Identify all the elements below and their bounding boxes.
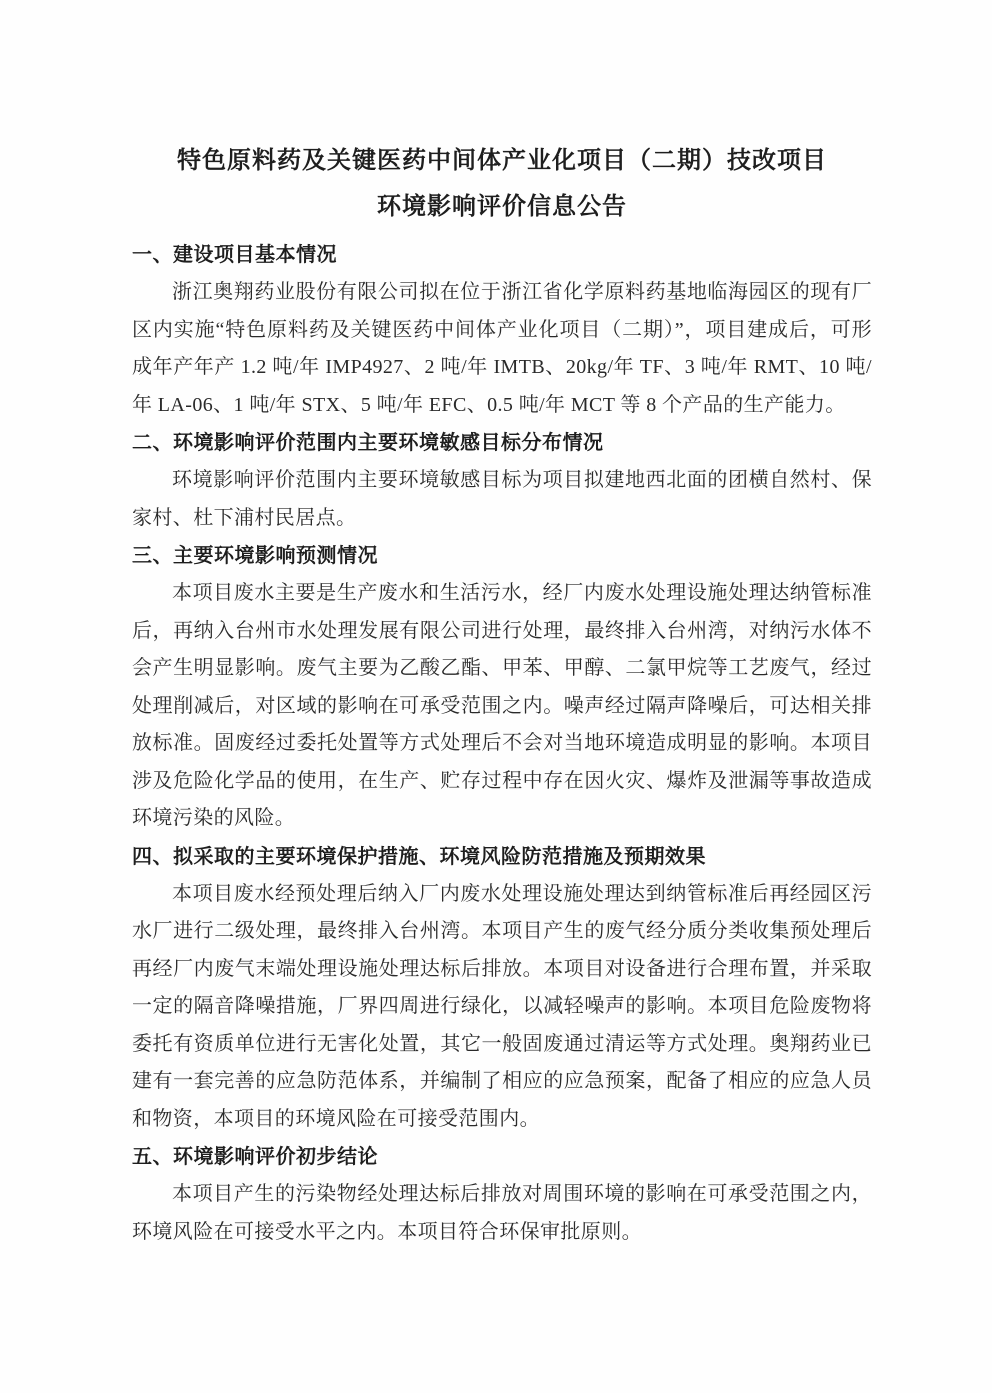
section-paragraph: 浙江奥翔药业股份有限公司拟在位于浙江省化学原料药基地临海园区的现有厂区内实施“特色原料药及关键医药中间体产业化项目（二期）”，项目建成后，可形成年产年产 1.2 吨/年 IMP4927、2 吨/年 IMTB、20kg/年 TF、3 吨/年 RMT、10 吨/年 LA-06、1 吨/年 STX、5 吨/年 EFC、0.5 吨/年 MCT 等 8 个产品的生产能力。: [132, 281, 872, 416]
section-heading: 二、环境影响评价范围内主要环境敏感目标分布情况: [132, 432, 604, 454]
section-paragraph: 本项目废水主要是生产废水和生活污水，经厂内废水处理设施处理达纳管标准后，再纳入台州市水处理发展有限公司进行处理，最终排入台州湾，对纳污水体不会产生明显影响。废气主要为乙酸乙酯、甲苯、甲醇、二氯甲烷等工艺废气，经过处理削减后，对区域的影响在可承受范围之内。噪声经过隔声降噪后，可达相关排放标准。固废经过委托处置等方式处理后不会对当地环境造成明显的影响。本项目涉及危险化学品的使用，在生产、贮存过程中存在因火灾、爆炸及泄漏等事故造成环境污染的风险。: [132, 582, 872, 829]
document-title: [132, 138, 872, 230]
section-heading: 五、环境影响评价初步结论: [132, 1146, 378, 1168]
section-protection-measures: [132, 838, 872, 1139]
title-line-2: 环境影响评价信息公告: [377, 194, 627, 220]
title-line-1: 特色原料药及关键医药中间体产业化项目（二期）技改项目: [177, 148, 827, 174]
section-heading: 三、主要环境影响预测情况: [132, 545, 378, 567]
section-project-overview: [132, 236, 872, 424]
section-preliminary-conclusion: [132, 1138, 872, 1251]
section-sensitive-targets: [132, 424, 872, 537]
section-heading: 四、拟采取的主要环境保护措施、环境风险防范措施及预期效果: [132, 845, 706, 868]
section-paragraph: 本项目产生的污染物经处理达标后排放对周围环境的影响在可承受范围之内，环境风险在可接受水平之内。本项目符合环保审批原则。: [132, 1183, 872, 1243]
section-paragraph: 本项目废水经预处理后纳入厂内废水处理设施处理达到纳管标准后再经园区污水厂进行二级处理，最终排入台州湾。本项目产生的废气经分质分类收集预处理后再经厂内废气末端处理设施处理达标后排放。本项目对设备进行合理布置，并采取一定的隔音降噪措施，厂界四周进行绿化，以减轻噪声的影响。本项目危险废物将委托有资质单位进行无害化处置，其它一般固废通过清运等方式处理。奥翔药业已建有一套完善的应急防范体系，并编制了相应的应急预案，配备了相应的应急人员和物资，本项目的环境风险在可接受范围内。: [132, 882, 872, 1130]
section-paragraph: 环境影响评价范围内主要环境敏感目标为项目拟建地西北面的团横自然村、保家村、杜下浦村民居点。: [132, 469, 872, 529]
section-heading: 一、建设项目基本情况: [132, 244, 337, 266]
section-impact-prediction: [132, 537, 872, 838]
